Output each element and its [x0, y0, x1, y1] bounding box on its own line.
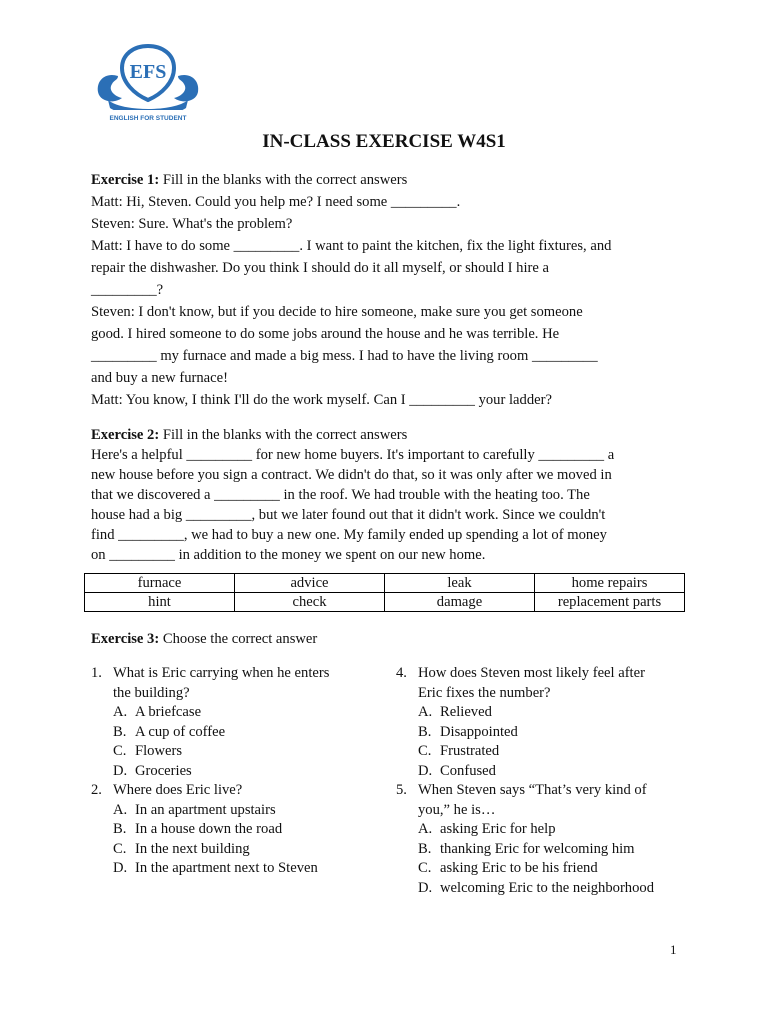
- exercise-1: [91, 169, 691, 411]
- question-number: 2.: [91, 782, 102, 798]
- exercise-3-heading: [91, 628, 691, 650]
- exercise-2-label: Exercise 2:: [91, 427, 160, 443]
- paragraph-line: Here's a helpful _________ for new home buyers. It's important to carefully _________ a: [91, 447, 615, 463]
- option-letter: A.: [113, 704, 128, 720]
- option-text: In an apartment upstairs: [135, 801, 276, 818]
- question-4: [396, 664, 696, 781]
- word-cell: damage: [385, 593, 535, 612]
- answer-option: [396, 742, 696, 762]
- word-cell: check: [235, 593, 385, 612]
- option-text: In the apartment next to Steven: [135, 860, 318, 876]
- exercise-2: [91, 425, 691, 565]
- option-letter: B.: [113, 723, 127, 740]
- questions-left-column: [91, 664, 391, 879]
- option-letter: D.: [418, 879, 433, 896]
- option-text: asking Eric to be his friend: [440, 860, 598, 876]
- option-letter: D.: [418, 762, 433, 779]
- table-row: [85, 593, 685, 612]
- option-letter: D.: [113, 860, 128, 876]
- answer-option: [396, 859, 696, 879]
- question-text: you,” he is…: [418, 801, 496, 818]
- option-letter: A.: [418, 821, 433, 837]
- questions-right-column: [396, 664, 696, 898]
- word-cell: advice: [235, 574, 385, 593]
- answer-option: [91, 859, 391, 879]
- answer-option: [91, 820, 391, 840]
- exercise-3-instruction: Choose the correct answer: [159, 631, 318, 647]
- option-text: welcoming Eric to the neighborhood: [440, 879, 654, 896]
- exercise-1-instruction: Fill in the blanks with the correct answers: [159, 172, 408, 188]
- answer-option: [396, 723, 696, 743]
- answer-option: [91, 703, 391, 723]
- dialogue-line: _________?: [91, 282, 164, 298]
- option-letter: C.: [418, 860, 432, 876]
- dialogue-line: good. I hired someone to do some jobs around the house and he was terrible. He: [91, 326, 560, 342]
- exercise-3-label: Exercise 3:: [91, 631, 160, 647]
- question-number: 5.: [396, 782, 407, 798]
- answer-option: [396, 703, 696, 723]
- option-letter: B.: [418, 840, 432, 857]
- option-text: Disappointed: [440, 723, 518, 740]
- option-text: In a house down the road: [135, 821, 283, 837]
- option-letter: B.: [113, 821, 127, 837]
- dialogue-line: Matt: You know, I think I'll do the work myself. Can I _________ your ladder?: [91, 392, 552, 408]
- question-1: [91, 664, 391, 781]
- answer-option: [91, 762, 391, 782]
- question-text: When Steven says “That’s very kind of: [418, 782, 647, 798]
- page-title: IN-CLASS EXERCISE W4S1: [262, 131, 506, 152]
- answer-option: [396, 762, 696, 782]
- word-cell: furnace: [85, 574, 235, 593]
- question-number: 1.: [91, 665, 102, 681]
- option-text: Frustrated: [440, 743, 500, 759]
- exercise-1-heading: [91, 169, 691, 191]
- table-row: [85, 574, 685, 593]
- option-letter: A.: [418, 704, 433, 720]
- option-text: asking Eric for help: [440, 821, 556, 837]
- option-text: Relieved: [440, 704, 492, 720]
- paragraph-line: that we discovered a _________ in the roof. We had trouble with the heating too. The: [91, 487, 590, 503]
- answer-option: [91, 840, 391, 860]
- exercise-2-instruction: Fill in the blanks with the correct answers: [159, 427, 408, 443]
- paragraph-line: house had a big _________, but we later found out that it didn't work. Since we couldn't: [91, 507, 606, 523]
- question-number: 4.: [396, 665, 407, 681]
- answer-option: [91, 742, 391, 762]
- dialogue-line: Steven: I don't know, but if you decide to hire someone, make sure you get someone: [91, 304, 583, 320]
- word-cell: home repairs: [535, 574, 685, 593]
- option-text: A cup of coffee: [135, 723, 226, 740]
- option-text: In the next building: [135, 840, 250, 857]
- question-text: the building?: [113, 684, 190, 701]
- option-text: thanking Eric for welcoming him: [440, 840, 635, 857]
- dialogue-line: Matt: Hi, Steven. Could you help me? I need some _________.: [91, 194, 461, 210]
- question-2: [91, 781, 391, 879]
- question-text: What is Eric carrying when he enters: [113, 665, 330, 681]
- exercise-1-label: Exercise 1:: [91, 172, 160, 188]
- question-text: How does Steven most likely feel after: [418, 665, 645, 681]
- word-cell: replacement parts: [535, 593, 685, 612]
- answer-option: [91, 723, 391, 743]
- answer-option: [396, 820, 696, 840]
- option-letter: C.: [113, 840, 127, 857]
- option-letter: D.: [113, 762, 128, 779]
- option-letter: C.: [113, 743, 127, 759]
- logo-caption: ENGLISH FOR STUDENT: [109, 115, 187, 122]
- answer-option: [396, 840, 696, 860]
- dialogue-line: repair the dishwasher. Do you think I should do it all myself, or should I hire a: [91, 260, 549, 276]
- paragraph-line: new house before you sign a contract. We didn't do that, so it was only after we moved in: [91, 467, 612, 483]
- word-cell: leak: [385, 574, 535, 593]
- answer-option: [396, 879, 696, 899]
- option-text: Flowers: [135, 743, 183, 759]
- efs-logo: [88, 42, 208, 132]
- answer-option: [91, 801, 391, 821]
- paragraph-line: find _________, we had to buy a new one. My family ended up spending a lot of money: [91, 527, 607, 543]
- word-cell: hint: [85, 593, 235, 612]
- option-text: A briefcase: [135, 704, 202, 720]
- option-letter: B.: [418, 723, 432, 740]
- option-text: Confused: [440, 762, 496, 779]
- paragraph-line: on _________ in addition to the money we spent on our new home.: [91, 547, 486, 563]
- dialogue-line: Steven: Sure. What's the problem?: [91, 216, 293, 232]
- option-letter: C.: [418, 743, 432, 759]
- question-5: [396, 781, 696, 898]
- page-number: 1: [670, 942, 677, 957]
- word-bank-table: [84, 573, 685, 612]
- question-text: Eric fixes the number?: [418, 684, 551, 701]
- logo-emblem-icon: [88, 42, 208, 132]
- option-letter: A.: [113, 801, 128, 818]
- logo-letters: EFS: [129, 61, 167, 83]
- question-text: Where does Eric live?: [113, 782, 243, 798]
- dialogue-line: and buy a new furnace!: [91, 370, 228, 386]
- dialogue-line: _________ my furnace and made a big mess. I had to have the living room _________: [91, 348, 598, 364]
- option-text: Groceries: [135, 762, 192, 779]
- dialogue-line: Matt: I have to do some _________. I want to paint the kitchen, fix the light fixtures, and: [91, 238, 612, 254]
- exercise-2-heading: [91, 425, 691, 445]
